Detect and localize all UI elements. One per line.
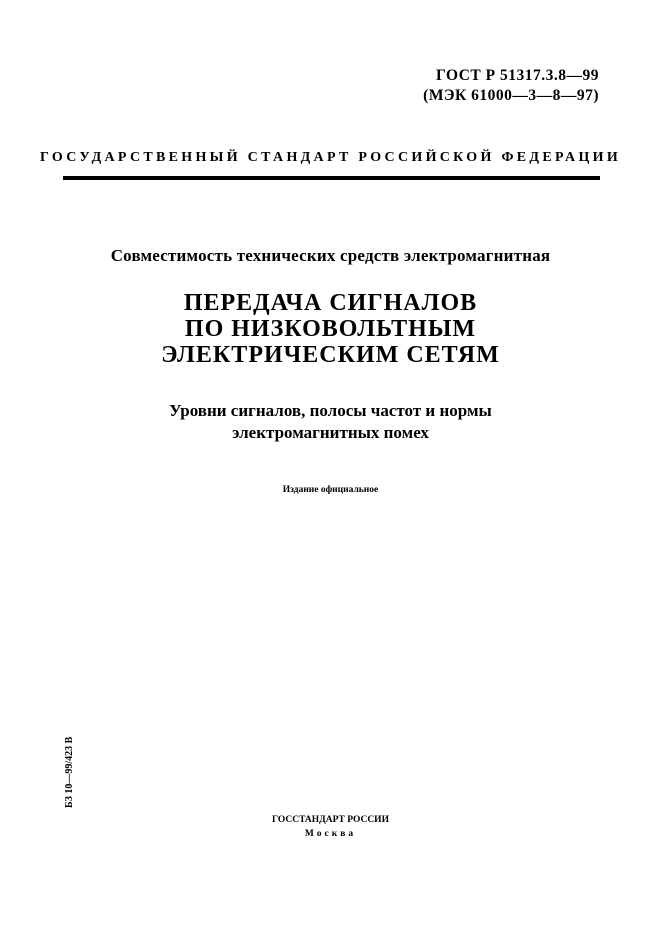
title-line-3: ЭЛЕКТРИЧЕСКИМ СЕТЯМ xyxy=(161,342,500,368)
publisher-block xyxy=(0,813,661,841)
standard-designation xyxy=(423,66,599,106)
state-standard-heading: ГОСУДАРСТВЕННЫЙ СТАНДАРТ РОССИЙСКОЙ ФЕДЕРАЦИИ xyxy=(39,150,622,165)
gost-number: ГОСТ Р 51317.3.8—99 xyxy=(436,67,599,84)
subtitle xyxy=(0,400,661,444)
heading-rule xyxy=(63,176,600,180)
iec-number: (МЭК 61000—3—8—97) xyxy=(423,87,599,104)
title-line-2: ПО НИЗКОВОЛЬТНЫМ xyxy=(184,316,477,342)
title-line-1: ПЕРЕДАЧА СИГНАЛОВ xyxy=(183,290,478,316)
side-registration-code: БЗ 10—99/423 В xyxy=(64,736,75,808)
publisher-city: Москва xyxy=(304,829,357,839)
edition-label: Издание официальное xyxy=(282,485,379,495)
subject-line: Совместимость технических средств электромагнитная xyxy=(110,246,551,265)
subtitle-line-1: Уровни сигналов, полосы частот и нормы xyxy=(169,401,492,420)
publisher-name: ГОССТАНДАРТ РОССИИ xyxy=(272,815,389,825)
main-title xyxy=(0,290,661,368)
subtitle-line-2: электромагнитных помех xyxy=(232,423,429,442)
